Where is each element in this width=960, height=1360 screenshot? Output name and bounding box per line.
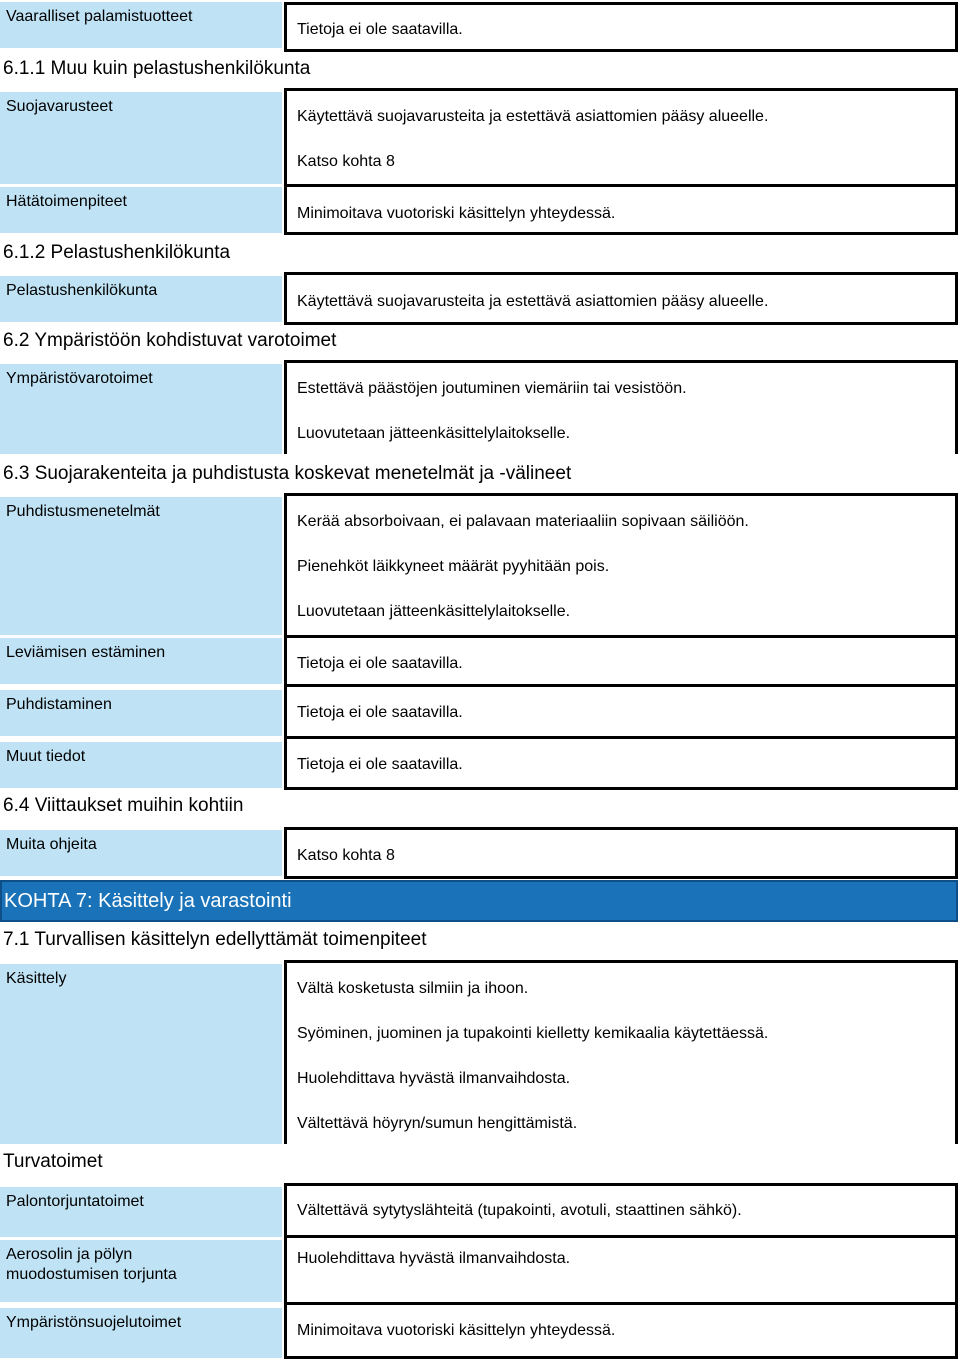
label-text: Suojavarusteet	[6, 98, 113, 115]
label-text: Käsittely	[6, 970, 67, 987]
field-label	[0, 187, 282, 233]
label-text: Pelastushenkilökunta	[6, 282, 158, 299]
value-text: Luovutetaan jätteenkäsittelylaitokselle.	[297, 603, 571, 620]
section-heading: 6.2 Ympäristöön kohdistuvat varotoimet	[3, 330, 337, 351]
field-label	[0, 830, 282, 876]
value-text: Käytettävä suojavarusteita ja estettävä asiattomien pääsy alueelle.	[297, 293, 769, 310]
field-label	[0, 690, 282, 736]
field-value-box	[284, 493, 958, 635]
label-text: Palontorjuntatoimet	[6, 1193, 144, 1210]
value-text: Vältä kosketusta silmiin ja ihoon.	[297, 980, 529, 997]
label-text: Puhdistusmenetelmät	[6, 503, 160, 520]
value-text: Katso kohta 8	[297, 847, 395, 864]
value-text: Luovutetaan jätteenkäsittelylaitokselle.	[297, 425, 571, 442]
field-label	[0, 92, 282, 184]
label-text: Puhdistaminen	[6, 696, 112, 713]
field-value-box	[284, 184, 958, 235]
value-text: Kerää absorboivaan, ei palavaan materiaaliin sopivaan säiliöön.	[297, 513, 749, 530]
field-value-box	[284, 635, 958, 687]
label-text: Hätätoimenpiteet	[6, 193, 127, 210]
value-text: Tietoja ei ole saatavilla.	[297, 704, 463, 721]
label-text: Ympäristönsuojelutoimet	[6, 1314, 182, 1331]
field-value-box	[284, 739, 958, 790]
field-label	[0, 1240, 282, 1302]
value-text: Minimoitava vuotoriski käsittelyn yhteydessä.	[297, 1322, 616, 1339]
value-text: Huolehdittava hyvästä ilmanvaihdosta.	[297, 1250, 571, 1267]
field-value-box	[284, 1183, 958, 1238]
value-text: Vältettävä sytytyslähteitä (tupakointi, avotuli, staattinen sähkö).	[297, 1202, 742, 1219]
label-text: Aerosolin ja pölyn muodostumisen torjunta	[6, 1246, 177, 1283]
value-text: Pienehköt läikkyneet määrät pyyhitään pois.	[297, 558, 610, 575]
field-value-box	[284, 2, 958, 52]
field-label	[0, 364, 282, 454]
field-label	[0, 1308, 282, 1358]
value-text: Huolehdittava hyvästä ilmanvaihdosta.	[297, 1070, 571, 1087]
value-text: Tietoja ei ole saatavilla.	[297, 21, 463, 38]
value-text: Vältettävä höyryn/sumun hengittämistä.	[297, 1115, 578, 1132]
value-text: Tietoja ei ole saatavilla.	[297, 756, 463, 773]
label-text: Muut tiedot	[6, 748, 86, 765]
field-label	[0, 964, 282, 1144]
value-text: Katso kohta 8	[297, 153, 395, 170]
label-text: Leviämisen estäminen	[6, 644, 166, 661]
label-text: Vaaralliset palamistuotteet	[6, 8, 193, 25]
field-value-box	[284, 272, 958, 325]
section-heading: 6.1.1 Muu kuin pelastushenkilökunta	[3, 58, 311, 79]
field-label	[0, 497, 282, 635]
section-heading: 7.1 Turvallisen käsittelyn edellyttämät toimenpiteet	[3, 929, 427, 950]
value-text: Tietoja ei ole saatavilla.	[297, 655, 463, 672]
value-text: Estettävä päästöjen joutuminen viemäriin tai vesistöön.	[297, 380, 687, 397]
field-value-box	[284, 960, 958, 1144]
label-text: Muita ohjeita	[6, 836, 97, 853]
section-heading: 6.1.2 Pelastushenkilökunta	[3, 242, 231, 263]
field-value-box	[284, 1305, 958, 1359]
field-label	[0, 2, 282, 48]
section-heading: 6.4 Viittaukset muihin kohtiin	[3, 795, 244, 816]
field-label	[0, 638, 282, 684]
section-title: KOHTA 7: Käsittely ja varastointi	[4, 890, 292, 912]
value-text: Syöminen, juominen ja tupakointi kielletty kemikaalia käytettäessä.	[297, 1025, 769, 1042]
field-value-box	[284, 360, 958, 454]
value-text: Käytettävä suojavarusteita ja estettävä asiattomien pääsy alueelle.	[297, 108, 769, 125]
field-value-box	[284, 827, 958, 879]
field-label	[0, 276, 282, 322]
field-label	[0, 742, 282, 788]
field-value-box	[284, 687, 958, 739]
field-value-box	[284, 88, 958, 184]
field-value-box	[284, 1238, 958, 1305]
label-text: Ympäristövarotoimet	[6, 370, 153, 387]
section-banner	[0, 880, 958, 922]
section-heading: Turvatoimet	[3, 1151, 103, 1172]
value-text: Minimoitava vuotoriski käsittelyn yhteydessä.	[297, 205, 616, 222]
field-label	[0, 1187, 282, 1237]
section-heading: 6.3 Suojarakenteita ja puhdistusta koskevat menetelmät ja -välineet	[3, 463, 572, 484]
